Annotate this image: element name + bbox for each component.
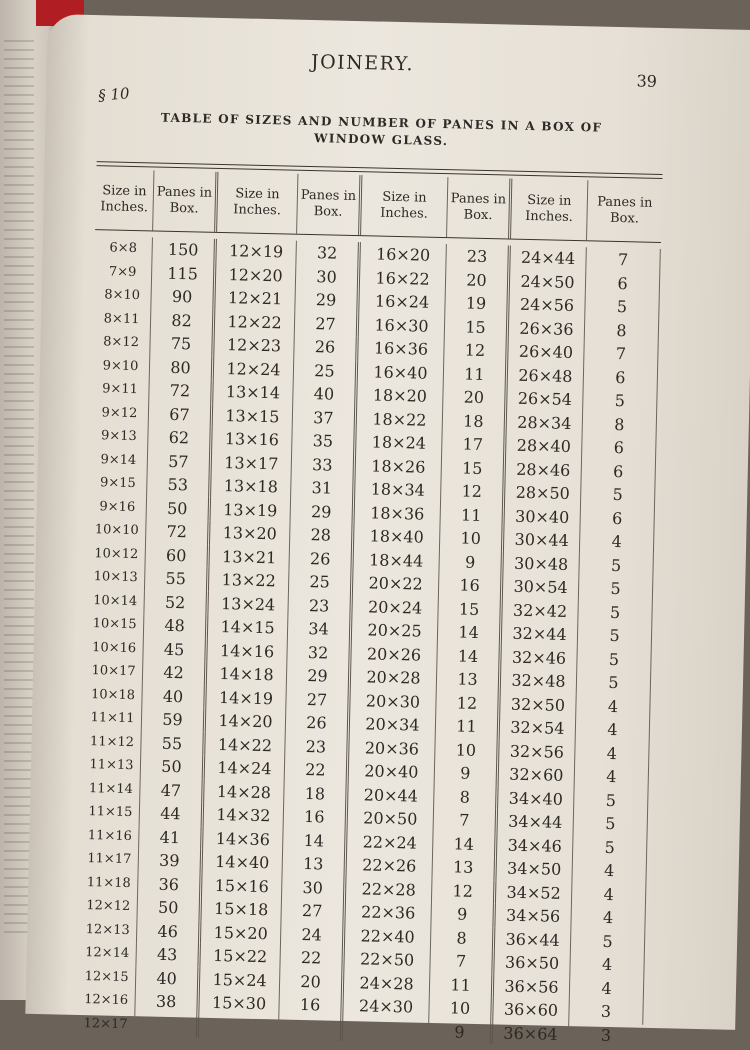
table-cell: 16×20	[360, 242, 447, 267]
table-cell: 62	[148, 425, 213, 450]
table-cell: 7	[586, 247, 661, 272]
table-cell: 6×8	[94, 236, 153, 261]
table-cell: 34×40	[498, 786, 575, 811]
header-panes-3: Panes in Box.	[447, 177, 512, 238]
table-cell: 48	[144, 613, 209, 638]
table-cell: 12×15	[78, 964, 137, 989]
table-cell: 32×46	[501, 645, 578, 670]
table-cell: 25	[294, 358, 359, 383]
table-cell: 29	[287, 664, 352, 689]
table-cell: 13×16	[212, 427, 293, 452]
table-cell: 15×22	[200, 944, 281, 969]
table-cell: 20×28	[351, 665, 438, 690]
table-cell: 18×44	[353, 548, 440, 573]
table-cell: 8	[434, 784, 499, 809]
table-cell: 13	[437, 667, 502, 692]
table-cell: 11×15	[82, 800, 141, 825]
table-cell: 11×12	[83, 729, 142, 754]
table-cell: 34×52	[496, 880, 573, 905]
table-cell: 9	[429, 1019, 494, 1044]
table-cell: 12	[444, 338, 509, 363]
table-cell: 5	[571, 929, 646, 954]
table-cell: 12×14	[78, 941, 137, 966]
table-cell: 40	[293, 382, 358, 407]
table-cell: 3	[569, 999, 644, 1024]
table-cell: 30×48	[503, 551, 580, 576]
table-cell: 32	[296, 241, 361, 266]
table-cell: 23	[285, 734, 350, 759]
table-cell: 13×20	[210, 521, 291, 546]
table-cell: 12×16	[77, 988, 136, 1013]
table-cell: 22×24	[347, 830, 434, 855]
table-cell: 5	[579, 576, 654, 601]
table-cell	[199, 1014, 280, 1039]
table-cell: 24×28	[344, 970, 431, 995]
table-cell: 16×22	[360, 266, 447, 291]
table-cell: 19	[445, 291, 510, 316]
table-cell: 9	[435, 761, 500, 786]
table-cell: 27	[281, 899, 346, 924]
table-cell: 13	[432, 855, 497, 880]
table-cell: 14×28	[204, 779, 285, 804]
header-size-2: Size in Inches.	[217, 172, 298, 234]
table-cell: 9×12	[91, 401, 150, 426]
table-cell: 75	[150, 331, 215, 356]
table-cell: 4	[572, 858, 647, 883]
table-cell: 32×50	[500, 692, 577, 717]
table-cell: 8	[431, 925, 496, 950]
table-cell: 4	[580, 529, 655, 554]
table-cell: 55	[141, 731, 206, 756]
table-cell: 30×44	[504, 527, 581, 552]
table-cell	[279, 1016, 344, 1041]
table-cell: 9×10	[92, 354, 151, 379]
table-cell: 18	[443, 409, 508, 434]
table-cell: 7×9	[94, 260, 153, 285]
table-cell: 37	[293, 405, 358, 430]
table-cell: 32×54	[500, 715, 577, 740]
table-cell: 5	[577, 670, 652, 695]
table-cell: 60	[145, 543, 210, 568]
table-cell: 5	[574, 788, 649, 813]
table-cell: 36×60	[493, 997, 570, 1022]
table-cell: 6	[586, 271, 661, 296]
table-cell: 16	[279, 993, 344, 1018]
table-cell: 57	[148, 449, 213, 474]
table-cell: 15×30	[199, 991, 280, 1016]
header-panes-1: Panes in Box.	[153, 170, 218, 231]
table-cell: 18×24	[356, 430, 443, 455]
table-cell: 20×30	[350, 689, 437, 714]
table-cell: 12×12	[80, 894, 139, 919]
table-cell: 8×12	[92, 330, 151, 355]
table-cell: 12	[441, 479, 506, 504]
table-cell: 18×36	[355, 501, 442, 526]
header-size-1: Size in Inches.	[95, 169, 154, 230]
table-cell: 12×17	[77, 1011, 136, 1036]
table-cell: 15	[442, 456, 507, 481]
table-cell: 9×15	[89, 471, 148, 496]
table-cell: 28×50	[505, 481, 582, 506]
table-cell: 9×14	[90, 448, 149, 473]
table-cell: 32×60	[499, 762, 576, 787]
table-cell: 4	[570, 976, 645, 1001]
table-cell: 59	[142, 707, 207, 732]
table-cell: 11×14	[82, 776, 141, 801]
table-cell: 20×25	[352, 618, 439, 643]
table-cell: 14×16	[207, 638, 288, 663]
table-cell: 12×19	[216, 239, 297, 264]
table-cell: 44	[140, 801, 205, 826]
table-cell: 20×26	[351, 642, 438, 667]
table-cell: 22×28	[346, 876, 433, 901]
table-cell: 9	[439, 550, 504, 575]
table-cell: 17	[442, 432, 507, 457]
table-cell: 12	[432, 878, 497, 903]
table-cell: 13×14	[213, 380, 294, 405]
table-cell: 4	[575, 764, 650, 789]
table-cell: 13	[283, 852, 348, 877]
table-cell: 15×16	[202, 873, 283, 898]
table-cell: 36×44	[495, 927, 572, 952]
table-cell: 30	[282, 875, 347, 900]
table-cell: 26×48	[508, 363, 585, 388]
table-cell: 45	[143, 637, 208, 662]
table-cell: 10×18	[84, 683, 143, 708]
table-cell: 20	[446, 268, 511, 293]
table-cell: 5	[573, 835, 648, 860]
header-panes-2: Panes in Box.	[297, 174, 362, 235]
table-cell: 23	[288, 593, 353, 618]
table-cell: 9×16	[89, 495, 148, 520]
table-cell: 24×30	[343, 994, 430, 1019]
table-cell: 10	[435, 737, 500, 762]
table-cell: 30×54	[503, 574, 580, 599]
table-cell: 32	[287, 640, 352, 665]
table-cell: 29	[291, 499, 356, 524]
table-cell: 42	[143, 660, 208, 685]
table-cell: 8×10	[93, 283, 152, 308]
table-cell: 14	[437, 644, 502, 669]
table-cell: 20	[280, 969, 345, 994]
table-cell: 20×24	[352, 595, 439, 620]
table-cell: 20×36	[349, 736, 436, 761]
table-cell: 30	[296, 264, 361, 289]
table-cell: 22×50	[344, 947, 431, 972]
table-cell: 10×16	[85, 636, 144, 661]
table-cell: 31	[291, 476, 356, 501]
table-cell: 32×48	[501, 668, 578, 693]
table-cell: 14	[433, 831, 498, 856]
table-cell: 16×40	[358, 360, 445, 385]
table-cell: 28×40	[506, 434, 583, 459]
table-cell: 20×40	[349, 759, 436, 784]
table-cell: 7	[434, 808, 499, 833]
table-cell: 11×17	[81, 847, 140, 872]
table-cell: 27	[286, 687, 351, 712]
table-cell: 26×54	[507, 387, 584, 412]
table-cell: 16×36	[358, 336, 445, 361]
table-cell: 47	[140, 778, 205, 803]
table-cell: 72	[146, 519, 211, 544]
table-cell: 50	[147, 496, 212, 521]
table-cell: 11×11	[84, 706, 143, 731]
table-cell: 15×24	[200, 967, 281, 992]
table-cell: 14×32	[204, 803, 285, 828]
table-cell: 14	[438, 620, 503, 645]
table-cell: 12×24	[214, 356, 295, 381]
table-cell: 18×26	[356, 454, 443, 479]
table-cell: 53	[147, 472, 212, 497]
table-cell: 36×50	[494, 950, 571, 975]
table-cell: 22	[285, 758, 350, 783]
table-cell: 16	[439, 573, 504, 598]
table-cell: 10×17	[85, 659, 144, 684]
table-cell: 11	[430, 972, 495, 997]
table-cell: 3	[600, 1025, 612, 1045]
table-cell: 16×30	[359, 313, 446, 338]
table-cell: 115	[152, 261, 217, 286]
table-cell: 25	[289, 570, 354, 595]
table-cell: 13×21	[209, 544, 290, 569]
table-cell: 14×40	[203, 850, 284, 875]
table-cell: 55	[145, 566, 210, 591]
table-cell: 32×56	[499, 739, 576, 764]
table-cell: 10	[440, 526, 505, 551]
table-cell: 40	[142, 684, 207, 709]
table-cell: 10×12	[88, 542, 147, 567]
table-cell: 27	[295, 311, 360, 336]
table-cell: 50	[141, 754, 206, 779]
book-page	[25, 14, 750, 1045]
table-cell: 23	[446, 244, 511, 269]
table-cell: 11	[440, 503, 505, 528]
table-cell: 14	[283, 828, 348, 853]
table-cell: 14×15	[208, 615, 289, 640]
table-cell: 32×42	[502, 598, 579, 623]
table-cell: 26	[289, 546, 354, 571]
table-cell: 14×19	[206, 685, 287, 710]
table-cell: 28×34	[507, 410, 584, 435]
table-cell: 15×20	[201, 920, 282, 945]
table-cell: 9	[431, 902, 496, 927]
table-cell: 36	[138, 872, 203, 897]
table-cell: 43	[136, 942, 201, 967]
table-cell: 34	[288, 617, 353, 642]
table-cell: 12×21	[215, 286, 296, 311]
table-cell: 5	[581, 482, 656, 507]
window-glass-table	[77, 169, 663, 1048]
table-cell: 15	[438, 597, 503, 622]
table-cell: 150	[152, 237, 217, 262]
table-cell: 5	[574, 811, 649, 836]
table-cell: 12	[436, 690, 501, 715]
table-cell: 5	[578, 623, 653, 648]
table-cell: 16	[284, 805, 349, 830]
table-cell: 10×15	[86, 612, 145, 637]
table-cell: 33	[292, 452, 357, 477]
table-cell: 13×15	[213, 403, 294, 428]
header-size-3: Size in Inches.	[361, 175, 448, 237]
table-cell: 10×13	[87, 565, 146, 590]
table-cell: 14×18	[207, 662, 288, 687]
table-cell: 5	[585, 294, 660, 319]
table-cell: 20×50	[348, 806, 435, 831]
table-cell: 12×22	[215, 309, 296, 334]
table-cell: 15	[445, 315, 510, 340]
table-cell: 8	[585, 318, 660, 343]
table-cell: 26×40	[508, 340, 585, 365]
table-cell: 13×17	[212, 450, 293, 475]
table-cell: 20	[443, 385, 508, 410]
table-cell: 11×13	[83, 753, 142, 778]
table-cell: 11	[444, 362, 509, 387]
table-cell: 5	[583, 388, 658, 413]
table-cell: 35	[292, 429, 357, 454]
page-number: 39	[636, 71, 658, 91]
table-cell: 24×50	[510, 269, 587, 294]
table-cell: 67	[149, 402, 214, 427]
table-cell: 40	[136, 966, 201, 991]
table-cell: 5	[579, 553, 654, 578]
header-panes-4: Panes in Box.	[597, 194, 653, 227]
table-cell: 4	[571, 905, 646, 930]
table-cell: 12×13	[79, 917, 138, 942]
table-cell: 5	[577, 647, 652, 672]
table-cell: 20×34	[350, 712, 437, 737]
table-caption-line2: WINDOW GLASS.	[313, 131, 449, 149]
table-cell: 9×11	[91, 377, 150, 402]
table-cell: 34×46	[497, 833, 574, 858]
table-cell: 16×24	[359, 289, 446, 314]
table-caption-line1: TABLE OF SIZES AND NUMBER OF PANES IN A BOX OF	[160, 110, 603, 135]
table-cell: 26	[294, 335, 359, 360]
table-cell: 18×34	[355, 477, 442, 502]
table-cell: 34×50	[496, 856, 573, 881]
table-cell: 34×56	[495, 903, 572, 928]
table-cell: 14×36	[203, 826, 284, 851]
table-cell: 13×22	[209, 568, 290, 593]
table-cell: 10×14	[86, 589, 145, 614]
table-cell: 22×26	[347, 853, 434, 878]
header-size-4: Size in Inches.	[511, 179, 588, 241]
table-cell: 22	[280, 946, 345, 971]
table-cell: 14×20	[206, 709, 287, 734]
table-cell: 28×46	[506, 457, 583, 482]
table-cell: 18×40	[354, 524, 441, 549]
table-cell: 72	[149, 378, 214, 403]
table-cell: 30×40	[504, 504, 581, 529]
table-cell: 26×36	[509, 316, 586, 341]
table-cell: 90	[151, 284, 216, 309]
table-cell: 28	[290, 523, 355, 548]
table-cell: 39	[139, 848, 204, 873]
table-cell: 8	[583, 412, 658, 437]
table-cell: 13×24	[208, 591, 289, 616]
table-cell: 14×22	[205, 732, 286, 757]
table-cell: 46	[137, 919, 202, 944]
table-cell: 41	[139, 825, 204, 850]
table-cell: 7	[430, 949, 495, 974]
table-cell: 13×19	[211, 497, 292, 522]
table-cell: 52	[144, 590, 209, 615]
table-cell: 34×44	[498, 809, 575, 834]
table-cell: 24	[281, 922, 346, 947]
table-cell: 7	[584, 341, 659, 366]
table-cell: 12×23	[214, 333, 295, 358]
table-cell: 10	[429, 996, 494, 1021]
table-cell: 38	[135, 989, 200, 1014]
table-cell: 15×18	[201, 897, 282, 922]
table-cell	[343, 1017, 430, 1042]
table-cell: 22×36	[345, 900, 432, 925]
table-cell: 50	[137, 895, 202, 920]
table-cell: 36×64	[493, 1021, 570, 1046]
table-cell: 11×16	[81, 823, 140, 848]
table-cell: 29	[295, 288, 360, 313]
table-body	[77, 230, 661, 1048]
table-cell: 10×10	[88, 518, 147, 543]
table-cell: 36×56	[494, 974, 571, 999]
table-cell: 4	[576, 717, 651, 742]
table-cell: 4	[575, 741, 650, 766]
table-cell: 24×44	[510, 246, 587, 271]
table-cell: 8×11	[93, 307, 152, 332]
table-cell: 6	[582, 435, 657, 460]
table-cell: 32×44	[502, 621, 579, 646]
table-cell	[135, 1013, 200, 1038]
table-cell: 11×18	[80, 870, 139, 895]
table-cell: 26	[286, 711, 351, 736]
section-number: § 10	[97, 84, 131, 105]
table-cell: 24×56	[509, 293, 586, 318]
table-cell: 18×22	[357, 407, 444, 432]
table-cell: 12×20	[216, 262, 297, 287]
table-cell: 9×13	[90, 424, 149, 449]
table-cell: 6	[580, 506, 655, 531]
table-cell: 18×20	[357, 383, 444, 408]
table-cell: 4	[570, 952, 645, 977]
table-cell: 6	[582, 459, 657, 484]
table-cell: 4	[572, 882, 647, 907]
table-cell: 5	[578, 600, 653, 625]
table-cell: 80	[150, 355, 215, 380]
table-cell: 14×24	[205, 756, 286, 781]
table-cell: 22×40	[345, 923, 432, 948]
table-cell: 20×22	[353, 571, 440, 596]
table-cell: 18	[284, 781, 349, 806]
table-cell: 11	[436, 714, 501, 739]
table-cell: 82	[151, 308, 216, 333]
table-cell: 6	[584, 365, 659, 390]
table-cell: 20×44	[348, 783, 435, 808]
table-cell: 13×18	[211, 474, 292, 499]
page-title: JOINERY.	[310, 50, 415, 76]
table-cell: 4	[576, 694, 651, 719]
